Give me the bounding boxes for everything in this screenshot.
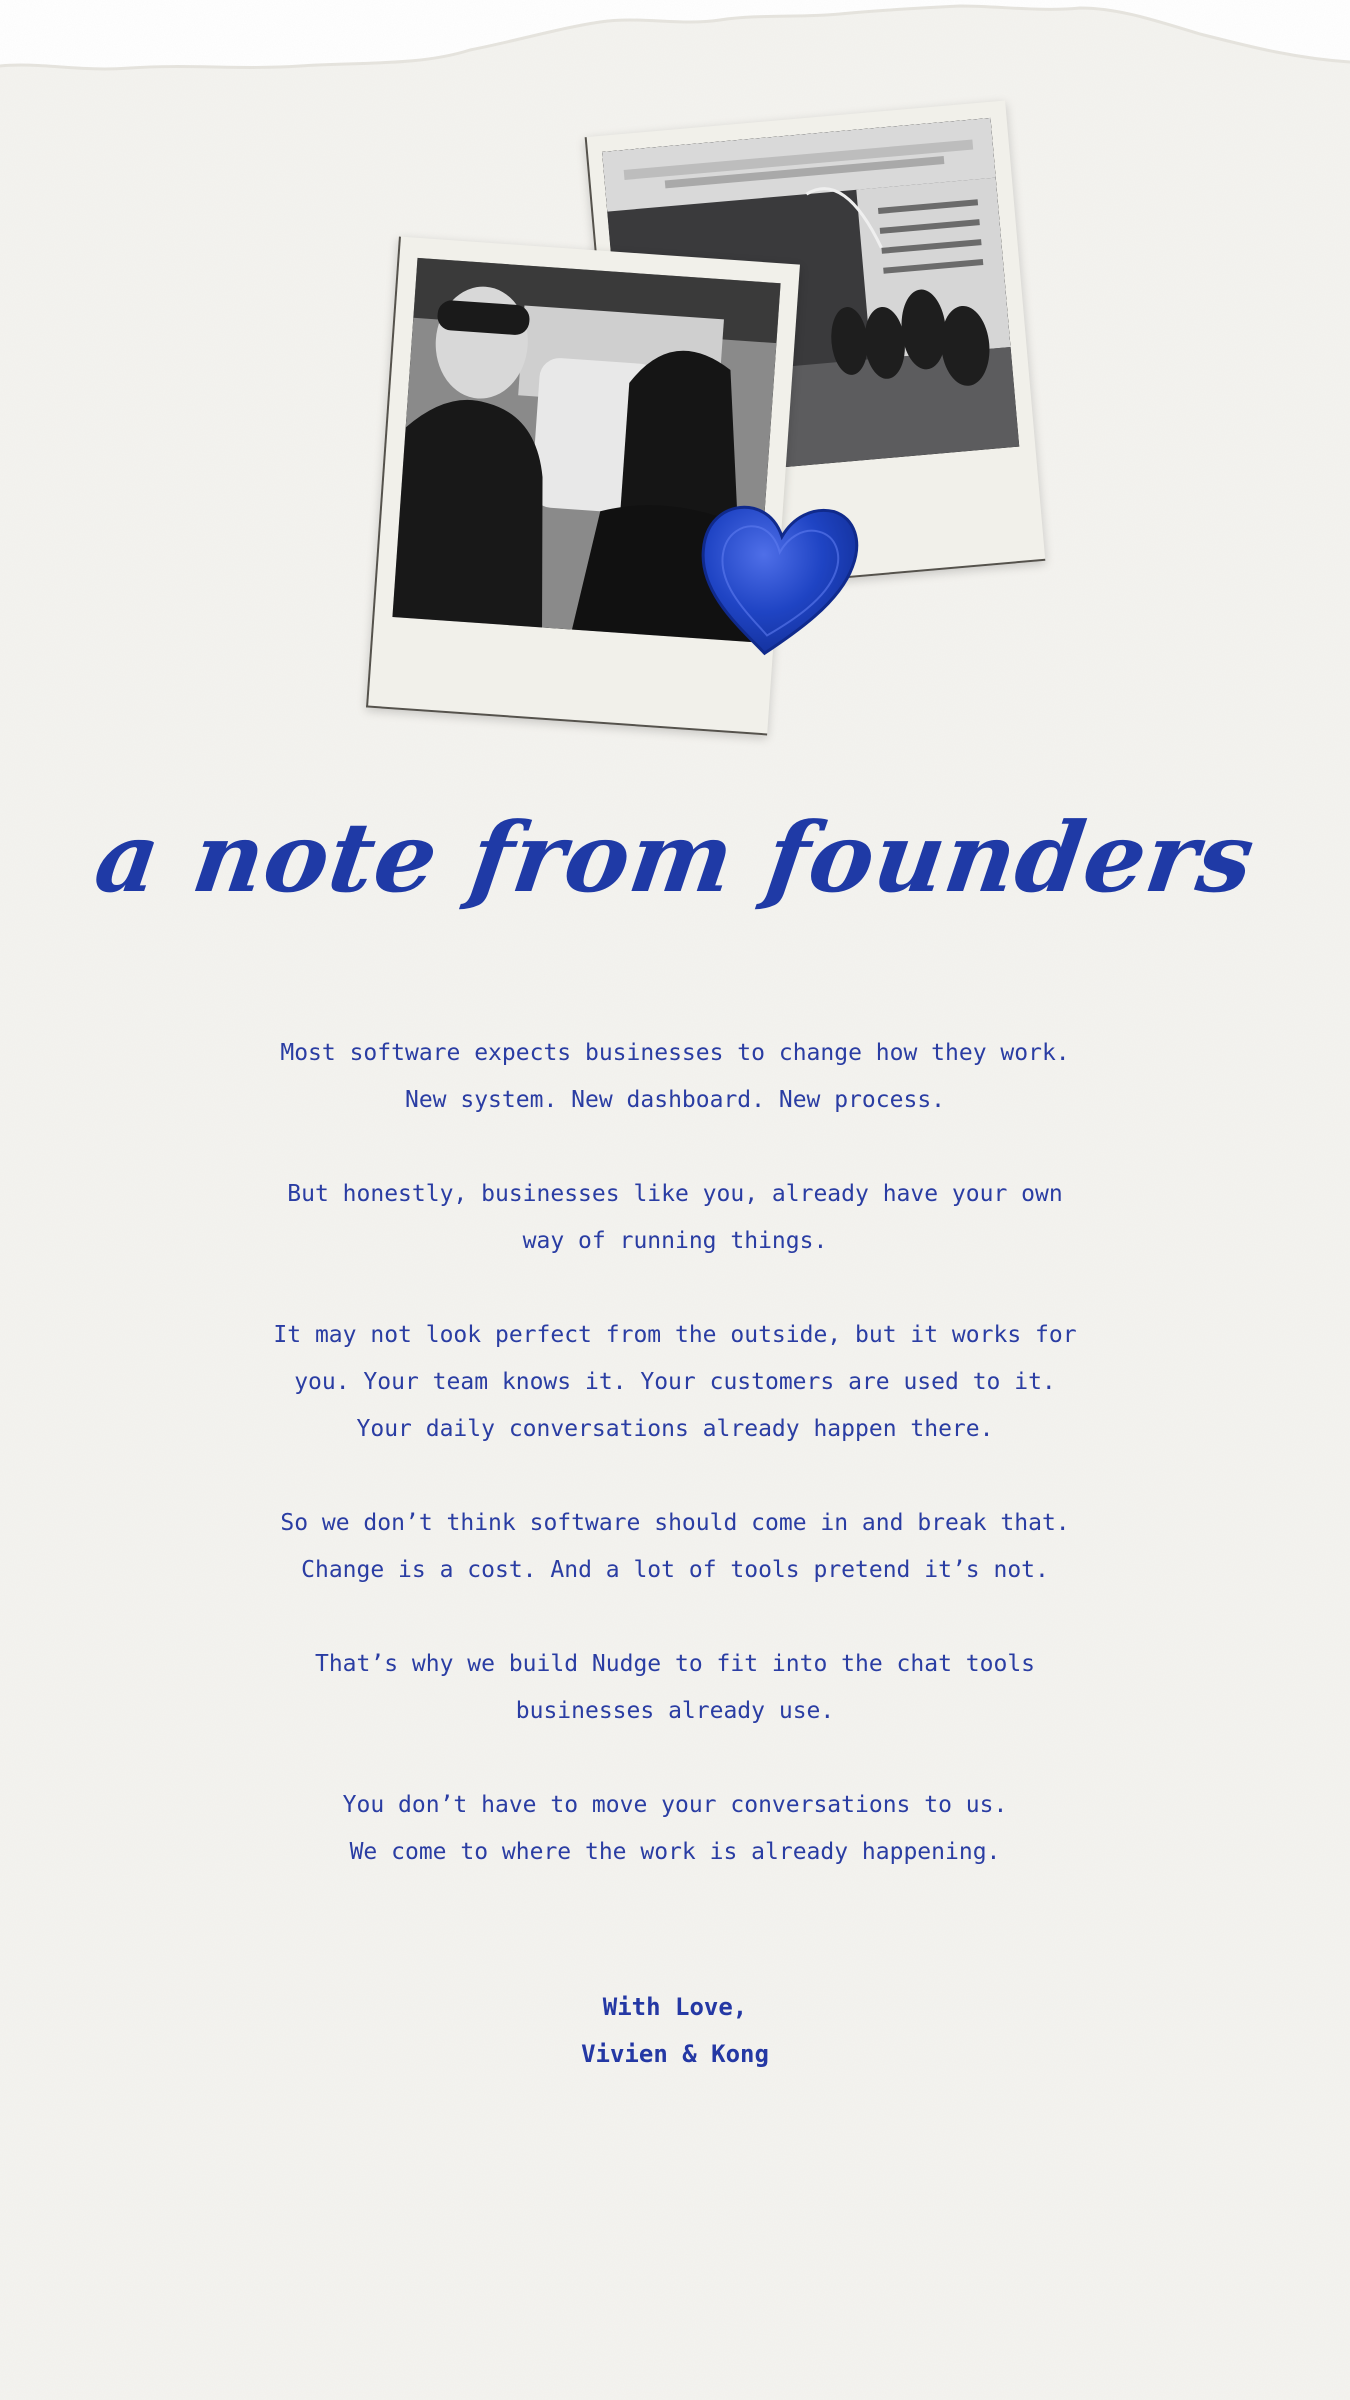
paragraph-1 xyxy=(150,1030,1200,1124)
paragraph-line: Most software expects businesses to change how they work. xyxy=(280,1040,1070,1066)
paragraph-line: you. Your team knows it. Your customers are used to it. xyxy=(294,1369,1056,1395)
paragraph-line: Change is a cost. And a lot of tools pretend it’s not. xyxy=(301,1557,1049,1583)
signoff-greeting: With Love, xyxy=(602,1993,748,2021)
paragraph-line: It may not look perfect from the outside, but it works for xyxy=(273,1322,1077,1348)
signoff-names: Vivien & Kong xyxy=(581,2040,769,2068)
signoff xyxy=(0,1984,1350,2078)
photo-collage xyxy=(0,0,1350,800)
wax-seal-heart-icon xyxy=(690,494,860,664)
paragraph-line: So we don’t think software should come in and break that. xyxy=(280,1510,1070,1536)
paragraph-line: New system. New dashboard. New process. xyxy=(404,1087,946,1113)
paragraph-line: But honestly, businesses like you, already have your own xyxy=(287,1181,1063,1207)
paragraph-line: That’s why we build Nudge to fit into the chat tools xyxy=(314,1651,1036,1677)
page-title: a note from founders xyxy=(88,801,1262,914)
paragraph-line: Your daily conversations already happen there. xyxy=(356,1416,994,1442)
paragraph-3 xyxy=(150,1312,1200,1453)
paragraph-6 xyxy=(150,1782,1200,1876)
paragraph-5 xyxy=(150,1641,1200,1735)
founders-letter xyxy=(150,1030,1200,1923)
paragraph-line: We come to where the work is already happening. xyxy=(349,1839,1001,1865)
paragraph-line: businesses already use. xyxy=(515,1698,835,1724)
paragraph-2 xyxy=(150,1171,1200,1265)
paragraph-4 xyxy=(150,1500,1200,1594)
paragraph-line: You don’t have to move your conversations to us. xyxy=(342,1792,1008,1818)
paragraph-line: way of running things. xyxy=(522,1228,828,1254)
